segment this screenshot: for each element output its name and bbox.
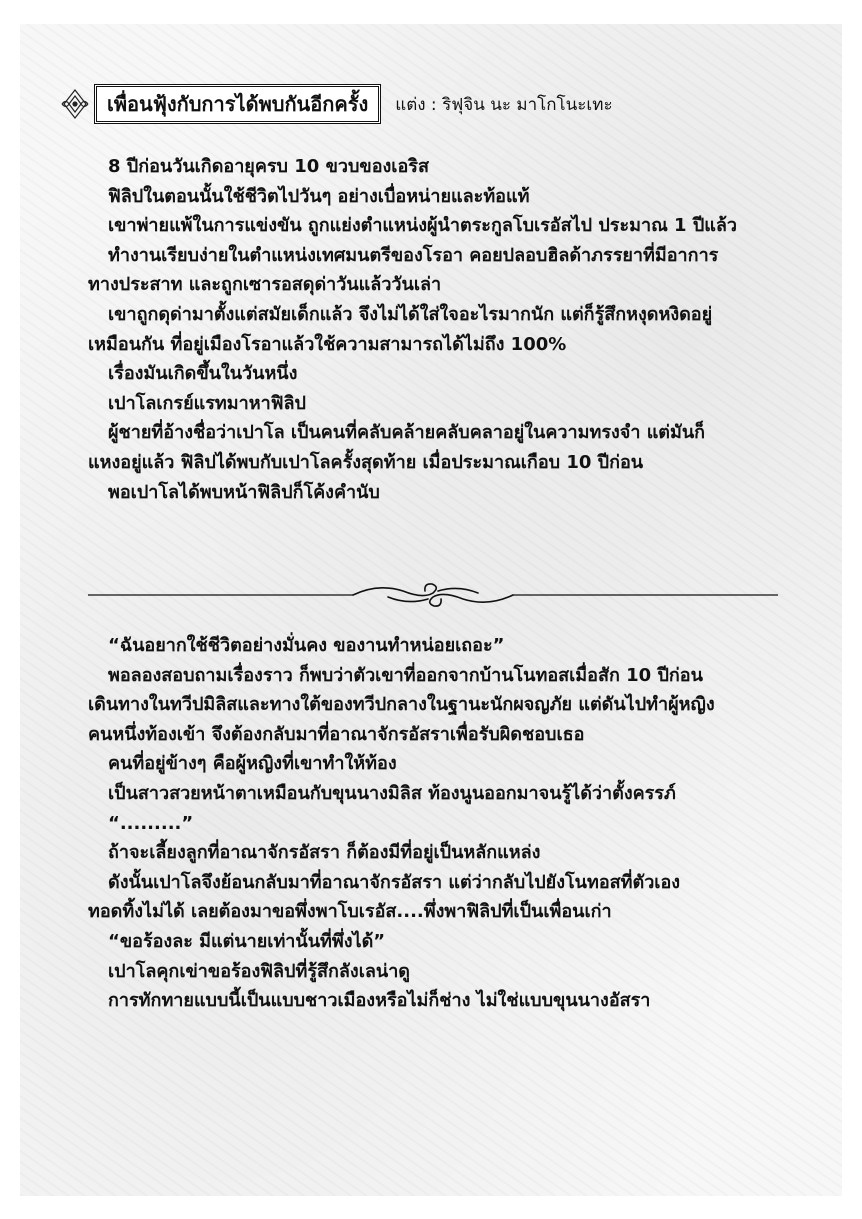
- paragraph-line: คนที่อยู่ข้างๆ คือผู้หญิงที่เขาทำให้ท้อง: [108, 753, 397, 775]
- paragraph-line: ดังนั้นเปาโลจึงย้อนกลับมาที่อาณาจักรอัสรา แต่ว่ากลับไปยังโนทอสที่ตัวเอง: [108, 871, 681, 893]
- paragraph-line: ทางประสาท และถูกเซารอสดุด่าวันแล้ววันเล่า: [88, 274, 442, 296]
- paragraph-line: 8 ปีก่อนวันเกิดอายุครบ 10 ขวบของเอริส: [108, 156, 429, 177]
- paragraph-line: ทำงานเรียบง่ายในตำแหน่งเทศมนตรีของโรอา คอยปลอบฮิลด้าภรรยาที่มีอาการ: [108, 244, 719, 266]
- paragraph-line: เหมือนกัน ที่อยู่เมืองโรอาแล้วใช้ความสามารถได้ไม่ถึง 100%: [88, 333, 567, 355]
- paragraph-line: ฟิลิปในตอนนั้นใช้ชีวิตไปวันๆ อย่างเบื่อหน่ายและท้อแท้: [108, 185, 530, 207]
- paragraph-line: แหงอยู่แล้ว ฟิลิปได้พบกับเปาโลครั้งสุดท้าย เมื่อประมาณเกือบ 10 ปีก่อน: [88, 451, 644, 473]
- paragraph-line: “ขอร้องละ มีแต่นายเท่านั้นที่พึ่งได้”: [108, 930, 386, 952]
- paragraph-line: เปาโลเกรย์แรทมาหาฟิลิป: [108, 392, 306, 414]
- paragraph-line: “.........”: [108, 812, 194, 834]
- paragraph-line: เขาถูกดุด่ามาตั้งแต่สมัยเด็กแล้ว จึงไม่ได้ใส่ใจอะไรมากนัก แต่ก็รู้สึกหงุดหงิดอยู่: [108, 303, 713, 325]
- paragraph-line: คนหนึ่งท้องเข้า จึงต้องกลับมาที่อาณาจักรอัสราเพื่อรับผิดชอบเธอ: [88, 723, 585, 745]
- paragraph-line: “ฉันอยากใช้ชีวิตอย่างมั่นคง ของานทำหน่อยเถอะ”: [108, 635, 505, 656]
- paragraph-line: เปาโลคุกเข่าขอร้องฟิลิปที่รู้สึกลังเลน่าดู: [108, 960, 410, 982]
- paragraph-line: ผู้ชายที่อ้างชื่อว่าเปาโล เป็นคนที่คลับคล้ายคลับคลาอยู่ในความทรงจำ แต่มันก็: [108, 422, 706, 444]
- chapter-title: เพื่อนฟุ้งกับการได้พบกันอีกครั้ง: [94, 84, 381, 124]
- ornament-icon: [60, 87, 90, 121]
- chapter-header: [60, 82, 800, 126]
- author-credit: แต่ง : ริฟุจิน นะ มาโกโนะเทะ: [395, 94, 613, 115]
- paragraph-line: พอลองสอบถามเรื่องราว ก็พบว่าตัวเขาที่ออกจากบ้านโนทอสเมื่อสัก 10 ปีก่อน: [108, 664, 703, 686]
- section-divider: [88, 575, 778, 615]
- paragraph-line: ถ้าจะเลี้ยงลูกที่อาณาจักรอัสรา ก็ต้องมีที่อยู่เป็นหลักแหล่ง: [108, 842, 541, 864]
- paragraph-line: การทักทายแบบนี้เป็นแบบชาวเมืองหรือไม่ก็ช่าง ไม่ใช่แบบขุนนางอัสรา: [108, 990, 651, 1012]
- paragraph-line: ทอดทิ้งไม่ได้ เลยต้องมาขอพึ่งพาโบเรอัส....พึ่งพาฟิลิปที่เป็นเพื่อนเก่า: [88, 901, 612, 923]
- paragraph-line: พอเปาโลได้พบหน้าฟิลิปก็โค้งคำนับ: [108, 481, 380, 503]
- paragraph-line: เรื่องมันเกิดขึ้นในวันหนึ่ง: [108, 363, 298, 385]
- text-section-1: [88, 152, 788, 507]
- paragraph-line: เดินทางในทวีปมิลิสและทางใต้ของทวีปกลางในฐานะนักผจญภัย แต่ดันไปทำผู้หญิง: [88, 694, 715, 716]
- paragraph-line: เขาพ่ายแพ้ในการแข่งขัน ถูกแย่งตำแหน่งผู้นำตระกูลโบเรอัสไป ประมาณ 1 ปีแล้ว: [108, 215, 738, 237]
- paragraph-line: เป็นสาวสวยหน้าตาเหมือนกับขุนนางมิลิส ท้องนูนออกมาจนรู้ได้ว่าตั้งครรภ์: [108, 782, 676, 804]
- text-section-2: [88, 631, 788, 1016]
